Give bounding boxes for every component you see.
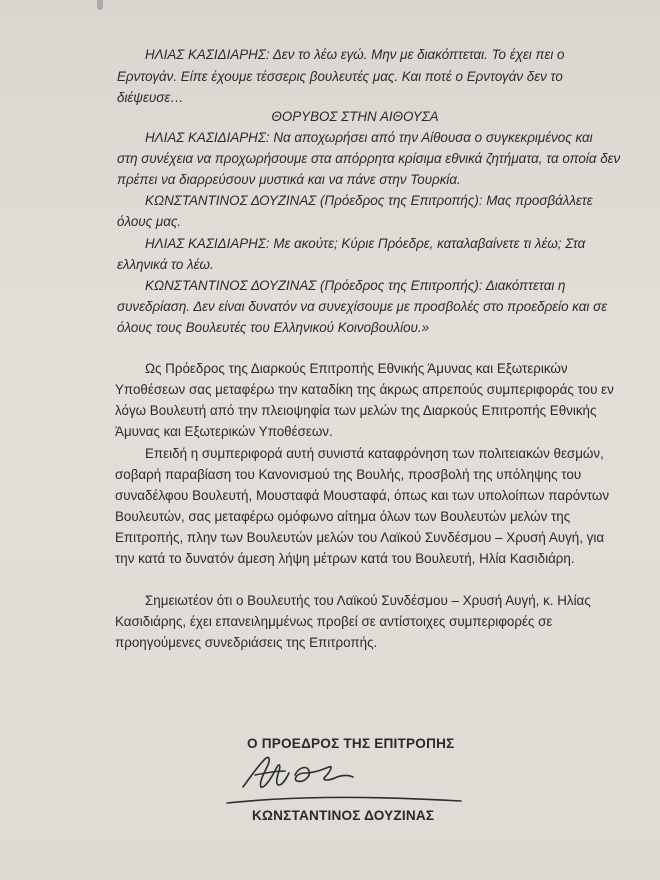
body-line: Βουλευτών, σας μεταφέρω ομόφωνο αίτημα όλων των Βουλευτών μελών της (115, 509, 571, 524)
transcript-line: όλους μας. (117, 214, 182, 229)
transcript-line: όλους τους Βουλευτές του Ελληνικού Κοινοβουλίου.» (117, 320, 430, 335)
body-line: την κατά το δυνατόν άμεση λήψη μέτρων κατά του Βουλευτή, Ηλία Κασιδιάρη. (115, 551, 575, 566)
transcript-line: ΗΛΙΑΣ ΚΑΣΙΔΙΑΡΗΣ: Να αποχωρήσει από την Αίθουσα ο συγκεκριμένος και (145, 130, 593, 145)
body-line: Υποθέσεων σας μεταφέρω την καταδίκη της άκρως απρεπούς συμπεριφοράς του εν (115, 382, 614, 397)
transcript-line: ΚΩΝΣΤΑΝΤΙΝΟΣ ΔΟΥΖΙΝΑΣ (Πρόεδρος της Επιτροπής): Μας προσβάλλετε (145, 193, 593, 208)
signature-title: Ο ΠΡΟΕΔΡΟΣ ΤΗΣ ΕΠΙΤΡΟΠΗΣ (247, 736, 455, 751)
body-line: Σημειωτέον ότι ο Βουλευτής του Λαϊκού Συνδέσμου – Χρυσή Αυγή, κ. Ηλίας (145, 593, 591, 608)
body-line: συναδέλφου Βουλευτή, Μουσταφά Μουσταφά, όπως και των υπολοίπων παρόντων (115, 488, 610, 503)
body-line: Άμυνας και Εξωτερικών Υποθέσεων. (115, 424, 333, 439)
transcript-line: Ερντογάν. Είπε έχουμε τέσσερις βουλευτές μας. Και ποτέ ο Ερντογάν δεν το (117, 69, 563, 84)
body-line: Επειδή η συμπεριφορά αυτή συνιστά καταφρόνηση των πολιτειακών θεσμών, (145, 446, 604, 461)
body-line: Ως Πρόεδρος της Διαρκούς Επιτροπής Εθνικής Άμυνας και Εξωτερικών (145, 361, 568, 376)
transcript-line: ΚΩΝΣΤΑΝΤΙΝΟΣ ΔΟΥΖΙΝΑΣ (Πρόεδρος της Επιτροπής): Διακόπτεται η (145, 278, 566, 293)
body-line: Κασιδιάρης, έχει επανειλημμένως προβεί σε αντίστοιχες συμπεριφορές σε (115, 614, 553, 629)
body-line: προηγούμενες συνεδριάσεις της Επιτροπής. (115, 635, 378, 650)
transcript-line: στη συνέχεια να προχωρήσουμε στα απόρρητα κρίσιμα εθνικά ζητήματα, τα οποία δεν (117, 151, 621, 166)
transcript-line: ΗΛΙΑΣ ΚΑΣΙΔΙΑΡΗΣ: Με ακούτε; Κύριε Πρόεδρε, καταλαβαίνετε τι λέω; Στα (145, 236, 586, 251)
transcript-line: ελληνικά το λέω. (117, 257, 214, 272)
punch-hole (97, 0, 103, 10)
handwritten-signature (225, 745, 465, 815)
transcript-line: διέψευσε… (117, 90, 184, 105)
signatory-name: ΚΩΝΣΤΑΝΤΙΝΟΣ ΔΟΥΖΙΝΑΣ (252, 808, 435, 823)
transcript-line: πρέπει να διαρρεύσουν μυστικά και να πάνε στην Τουρκία. (117, 172, 461, 187)
transcript-line: ΗΛΙΑΣ ΚΑΣΙΔΙΑΡΗΣ: Δεν το λέω εγώ. Μην με διακόπτεται. Το έχει πει ο (145, 47, 565, 62)
body-line: Επιτροπής, πλην των Βουλευτών μελών του Λαϊκού Συνδέσμου – Χρυσή Αυγή, για (115, 530, 605, 545)
body-line: λόγω Βουλευτή από την πλειοψηφία των μελών της Διαρκούς Επιτροπής Εθνικής (115, 403, 597, 418)
transcript-stage-note: ΘΟΡΥΒΟΣ ΣΤΗΝ ΑΙΘΟΥΣΑ (271, 109, 439, 124)
transcript-line: συνεδρίαση. Δεν είναι δυνατόν να συνεχίσουμε με προσβολές στο προεδρείο και σε (117, 299, 608, 314)
body-line: σοβαρή παραβίαση του Κανονισμού της Βουλής, προσβολή της υπόληψης του (115, 467, 582, 482)
